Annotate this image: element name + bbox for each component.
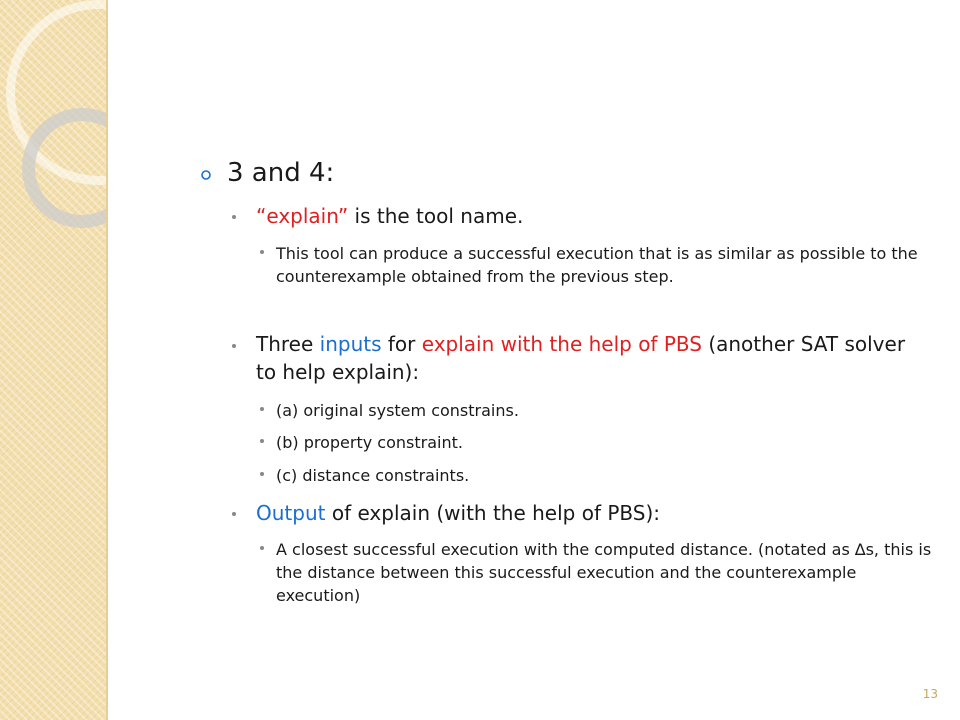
input-a: (a) original system constrains. [276,401,519,420]
dot-bullet-icon [258,437,266,445]
heading: 3 and 4: [227,158,335,188]
ring-bullet-icon [200,169,212,181]
bullet-inputs: Three inputs for explain with the help of PBS (another SAT solver to help explain): [256,332,906,384]
dot-bullet-icon [230,510,238,518]
dot-bullet-icon [230,213,238,221]
dot-bullet-icon [230,342,238,350]
dot-bullet-icon [258,248,266,256]
bullet-output-sub: A closest successful execution with the computed distance. (notated as ∆s, this is the distance between this successful execution and the counterexample execution) [276,540,932,605]
dot-bullet-icon [258,470,266,478]
bullet-explain-sub: This tool can produce a successful execution that is as similar as possible to the counterexample obtained from the previous step. [276,244,918,286]
page-number: 13 [922,687,938,701]
input-c: (c) distance constraints. [276,466,470,485]
bullet-output: Output of explain (with the help of PBS): [256,501,661,525]
input-b: (b) property constraint. [276,433,463,452]
dot-bullet-icon [258,405,266,413]
bullet-explain: “explain” is the tool name. [256,204,524,228]
explain-keyword: “explain” [256,204,349,228]
dot-bullet-icon [258,544,266,552]
